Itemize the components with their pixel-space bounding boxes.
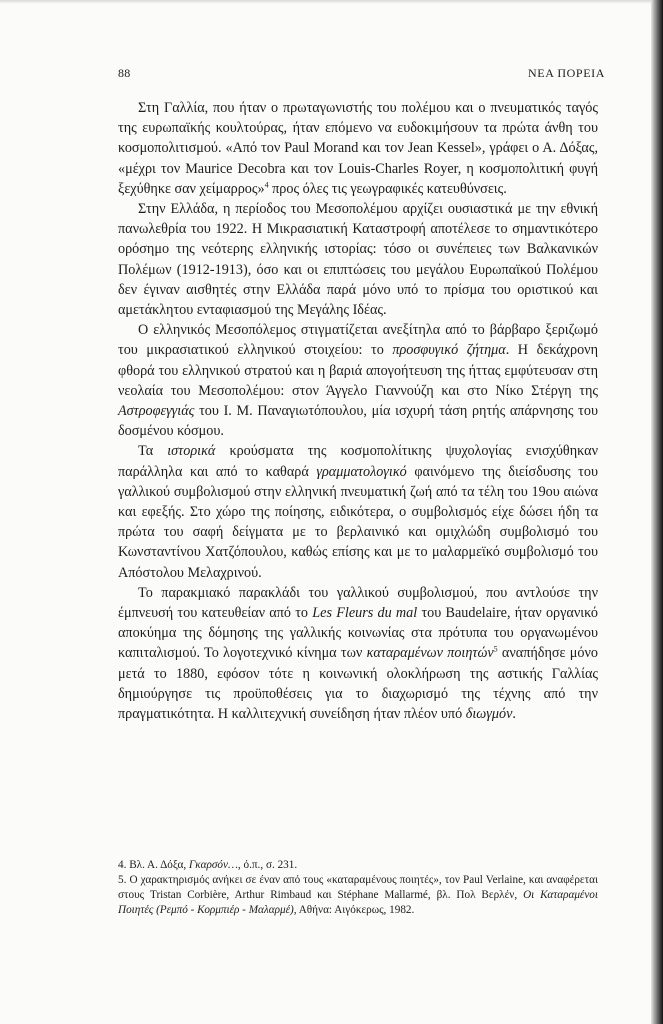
italic-text: ιστορικά xyxy=(167,443,216,460)
paragraph xyxy=(118,441,598,582)
text-run: Στη Γαλλία, που ήταν ο πρωταγωνιστής του πολέμου και ο πνευματικός ταγός της ευρωπαϊκής κουλτούρας, ήταν επόμενο να ευδοκιμήσουν τα πρώτα άνθη του κοσμοπολιτισμού. «Από τον Paul Morand και τον Jean Kessel», γράφει ο Α. Δόξας, «μέχρι τον Maurice Decobra και τον Louis-Charles Royer, η κοσμοπολιτική φυγή ξεχύθηκε σαν χείμαρρος» xyxy=(118,100,598,197)
italic-text: Οι Καταραμένοι Ποιητές (Ρεμπό - Κορμπιέρ - Μαλαρμέ) xyxy=(118,889,599,916)
body-text xyxy=(118,98,598,724)
paragraph xyxy=(118,583,598,724)
text-run: κρούσματα της κοσμοπολίτικης ψυχολογίας ενισχύθηκαν παράλληλα και από το καθαρά xyxy=(118,443,598,480)
text-run: του Ι. Μ. Παναγιωτόπουλου, μία ισχυρή τάση ρητής απάρνησης του δοσμένου κόσμου. xyxy=(118,403,598,440)
text-run: 5. Ο χαρακτηρισμός ανήκει σε έναν από τους «καταραμένους ποιητές», τον Paul Verlaine, και αναφέρεται στους Tristan Corbière, Arthur Rimbaud και Stéphane Mallarmé, βλ. Πολ Βερλέν, xyxy=(118,874,598,901)
footnotes xyxy=(118,858,598,918)
paragraph xyxy=(118,98,598,199)
paragraph xyxy=(118,320,598,441)
text-run: φαινόμενο της διείσδυσης του γαλλικού συμβολισμού στην ελληνική πνευματική ζωή από τα τέλη του 19ου αιώνα και εφεξής. Στο χώρο της ποίησης, ειδικότερα, ο συμβολισμός είχε δώσει ήδη τα πρώτα του σαφή δείγματα με το βερλαινικό και ομιχλώδη συμβολισμό του Κωνσταντίνου Χατζόπουλου, καθώς επίσης και με το μαλαρμεϊκό συμβολισμό του Απόστολου Μελαχρινού. xyxy=(118,463,598,581)
text-run: Τα xyxy=(138,443,168,460)
page-binding-shadow xyxy=(651,0,663,1024)
italic-text: προσφυγικό ζήτημα xyxy=(392,342,506,359)
footnote xyxy=(118,873,598,918)
text-run: Ο ελληνικός Μεσοπόλεμος στιγματίζεται ανεξίτηλα από το βάρβαρο ξεριζωμό του μικρασιατικού ελληνικού στοιχείου: το xyxy=(118,322,598,359)
text-run: Στην Ελλάδα, η περίοδος του Μεσοπολέμου αρχίζει ουσιαστικά με την εθνική πανωλεθρία του 1922. Η Μικρασιατική Καταστροφή αποτέλεσε το σημαντικότερο ορόσημο της νεότερης ελληνικής ιστορίας: τόσο οι συνέπειες των Βαλκανικών Πολέμων (1912-1913), όσο και οι επιπτώσεις του μεγάλου Ευρωπαϊκού Πολέμου δεν έγιναν αισθητές στην Ελλάδα παρά μόνο υπό το πρίσμα του οριστικού και αμετάκλητου ενταφιασμού της Μεγάλης Ιδέας. xyxy=(118,201,598,319)
text-run: , Αθήνα: Αιγόκερως, 1982. xyxy=(293,904,415,916)
paragraph xyxy=(118,199,598,320)
text-run: 4. Βλ. Α. Δόξα, xyxy=(118,859,189,871)
italic-text: Γκαρσόν… xyxy=(188,859,238,871)
footnote xyxy=(118,858,598,873)
running-head: ΝΕΑ ΠΟΡΕΙΑ xyxy=(528,66,605,80)
text-run: , ό.π., σ. 231. xyxy=(237,859,298,871)
text-run: . xyxy=(512,706,516,723)
footnote-marker: 5 xyxy=(493,644,498,654)
text-run: . Η δεκάχρονη φθορά του ελληνικού στρατού και η βαριά απογοήτευση της ήττας εμφύτευσαν στη νεολαία του Μεσοπολέμου: στον Άγγελο Γιαννούζη και στο Νίκο Στέργη της xyxy=(118,342,598,399)
italic-text: γραμματολογικό xyxy=(316,463,407,480)
italic-text: διωγμόν xyxy=(465,706,513,723)
italic-text: Αστροφεγγιάς xyxy=(118,403,195,420)
page-top-edge xyxy=(0,0,663,4)
text-run: Το παρακμιακό παρακλάδι του γαλλικού συμβολισμού, που αντλούσε την έμπνευσή του κατευθείαν από το xyxy=(118,584,598,622)
page-number: 88 xyxy=(118,66,131,80)
italic-text: Les Fleurs du mal xyxy=(312,605,418,622)
italic-text: καταραμένων ποιητών xyxy=(366,645,494,662)
text-run: αναπήδησε μόνο μετά το 1880, εφόσον τότε η κοινωνική ολοκλήρωση της αστικής Γαλλίας δημιούργησε τις προϋποθέσεις για το διαχωρισμό της τέχνης από την πραγματικότητα. Η καλλιτεχνική συνείδηση ήταν πλέον υπό xyxy=(118,645,598,723)
text-run: του Baudelaire, ήταν οργανικό αποκύημα της δόμησης της γαλλικής κοινωνίας στα πρότυπα του οργανωμένου καπιταλισμού. Το λογοτεχνικό κίνημα των xyxy=(118,605,599,662)
text-run: προς όλες τις γεωγραφικές κατευθύνσεις. xyxy=(268,180,507,197)
footnote-marker: 4 xyxy=(264,180,269,190)
